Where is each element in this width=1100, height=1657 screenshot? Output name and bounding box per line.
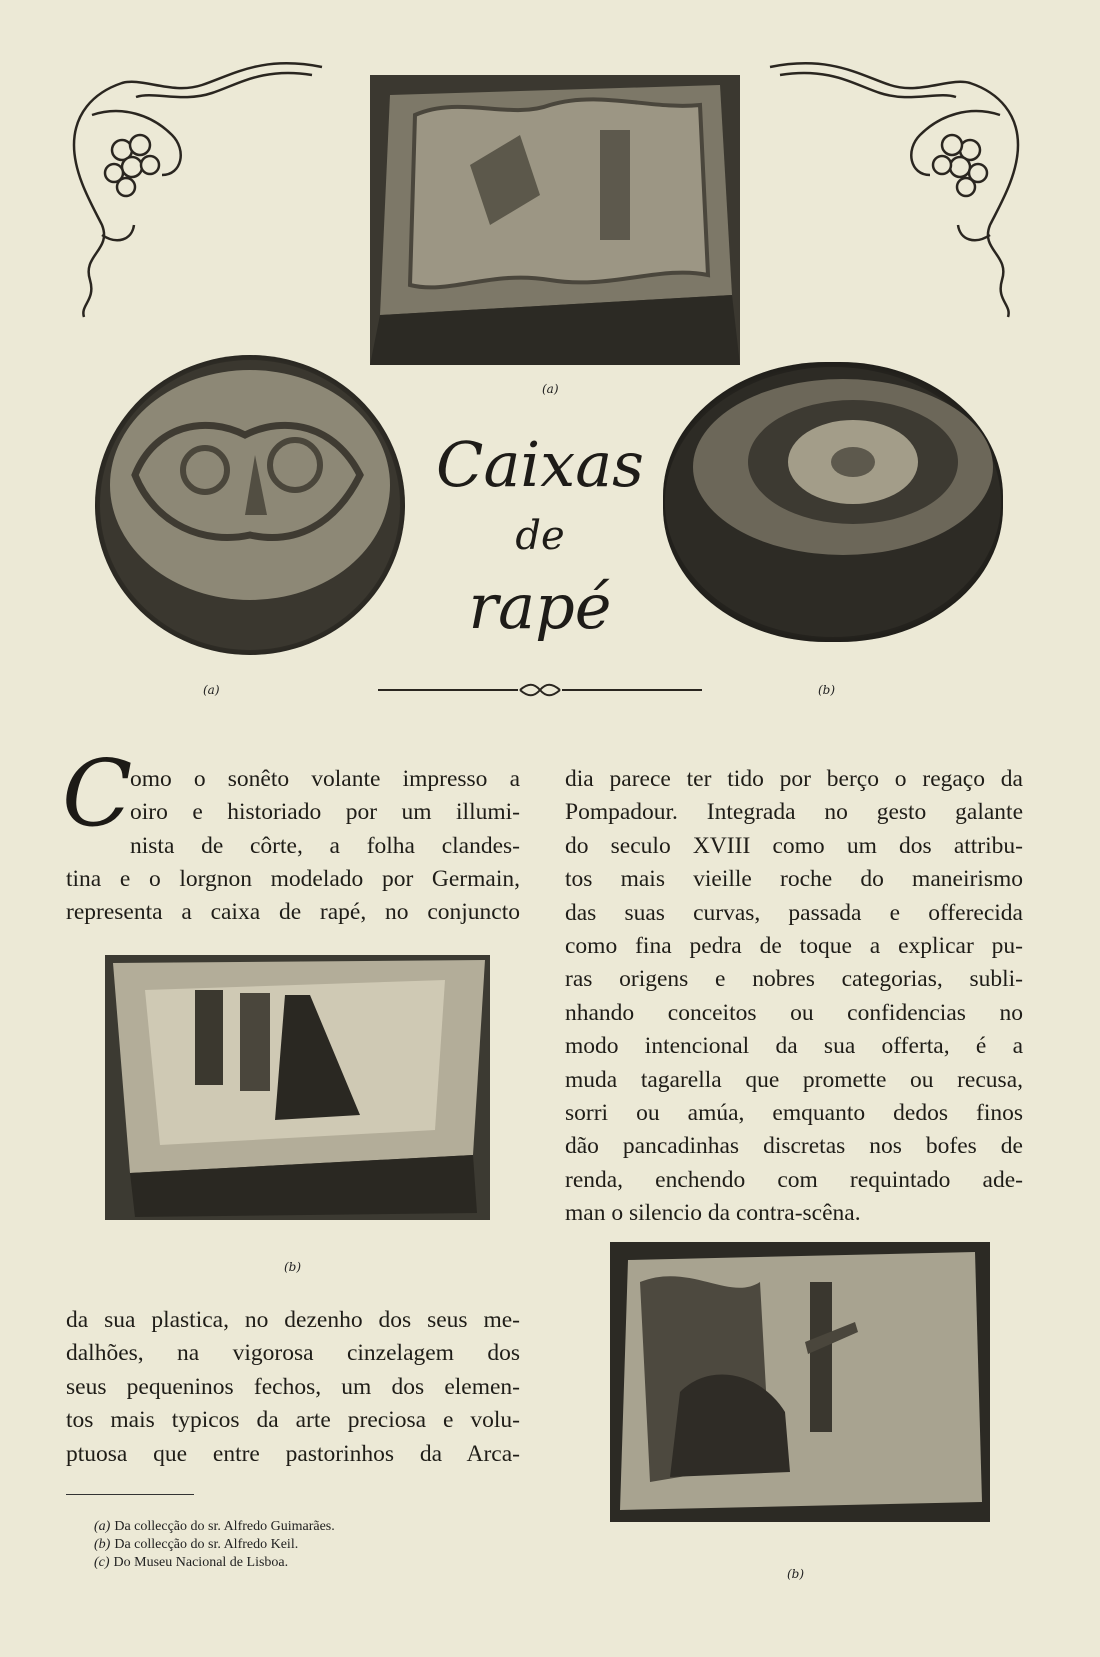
text-line: dão pancadinhas discretas nos bofes de	[565, 1133, 1023, 1160]
text-line: representa a caixa de rapé, no conjuncto	[66, 899, 520, 926]
caption-bottom-right: (b)	[787, 1567, 805, 1581]
text-line: man o silencio da contra-scêna.	[565, 1200, 861, 1227]
caption-top-box: (a)	[542, 382, 559, 396]
text-left-top-full	[66, 863, 520, 930]
text-line: tos mais vieille roche do maneirismo	[565, 866, 1023, 893]
text-line: nista de côrte, a folha clandes-	[130, 832, 520, 859]
footnotes	[94, 1518, 335, 1572]
text-line: das suas curvas, passada e offerecida	[565, 899, 1023, 926]
snuffbox-photo-painted-left	[105, 955, 490, 1220]
text-line: Pompadour. Integrada no gesto galante	[565, 799, 1023, 826]
text-line: sorri ou amúa, emquanto dedos finos	[565, 1100, 1023, 1127]
text-line: dia parece ter tido por berço o regaço da	[565, 766, 1023, 792]
text-line: ras origens e nobres categorias, subli-	[565, 966, 1023, 993]
caption-middle-left: (b)	[284, 1260, 302, 1274]
text-left-bottom	[66, 1304, 520, 1471]
text-line: oiro e historiado por um illumi-	[130, 799, 520, 826]
text-line: do seculo XVIII como um dos attribu-	[565, 832, 1023, 859]
text-line: modo intencional da sua offerta, é a	[565, 1033, 1023, 1060]
snuffbox-photo-round-left	[95, 355, 405, 655]
caption-right-round: (b)	[818, 683, 836, 697]
snuffbox-photo-top	[370, 75, 740, 365]
corner-ornament-right	[760, 55, 1030, 325]
text-line: tina e o lorgnon modelado por Germain,	[66, 866, 520, 892]
text-line: ptuosa que entre pastorinhos da Arca-	[66, 1440, 520, 1467]
text-right	[565, 763, 1023, 1231]
title-line-2: de	[515, 513, 565, 559]
caption-left-round: (a)	[203, 683, 220, 697]
text-line: da sua plastica, no dezenho dos seus me-	[66, 1307, 520, 1333]
text-line: muda tagarella que promette ou recusa,	[565, 1066, 1023, 1093]
footnote: (b) Da collecção do sr. Alfredo Keil.	[94, 1537, 299, 1552]
divider-line-right	[562, 689, 702, 691]
text-left-top-indented	[130, 763, 520, 863]
text-line: dalhões, na vigorosa cinzelagem dos	[66, 1340, 520, 1367]
footnote: (a) Da collecção do sr. Alfredo Guimarães.	[94, 1519, 335, 1534]
divider-line-left	[378, 689, 518, 691]
divider-ornament	[518, 681, 562, 699]
footnote: (c) Do Museu Nacional de Lisboa.	[94, 1555, 289, 1570]
snuffbox-photo-painted-right	[610, 1242, 990, 1522]
corner-ornament-left	[62, 55, 332, 325]
text-line: nhando conceitos ou confidencias no	[565, 999, 1023, 1026]
footnote-rule	[66, 1494, 194, 1495]
text-line: seus pequeninos fechos, um dos elemen-	[66, 1373, 520, 1400]
drop-cap: C	[62, 740, 133, 847]
snuffbox-photo-round-right	[663, 362, 1003, 642]
text-line: como fina pedra de toque a explicar pu-	[565, 933, 1023, 960]
title-line-1: Caixas	[436, 428, 644, 501]
text-line: omo o sonêto volante impresso a	[130, 766, 520, 792]
title-line-3: rapé	[468, 570, 612, 643]
text-line: tos mais typicos da arte preciosa e volu-	[66, 1407, 520, 1434]
text-line: renda, enchendo com requintado ade-	[565, 1166, 1023, 1193]
